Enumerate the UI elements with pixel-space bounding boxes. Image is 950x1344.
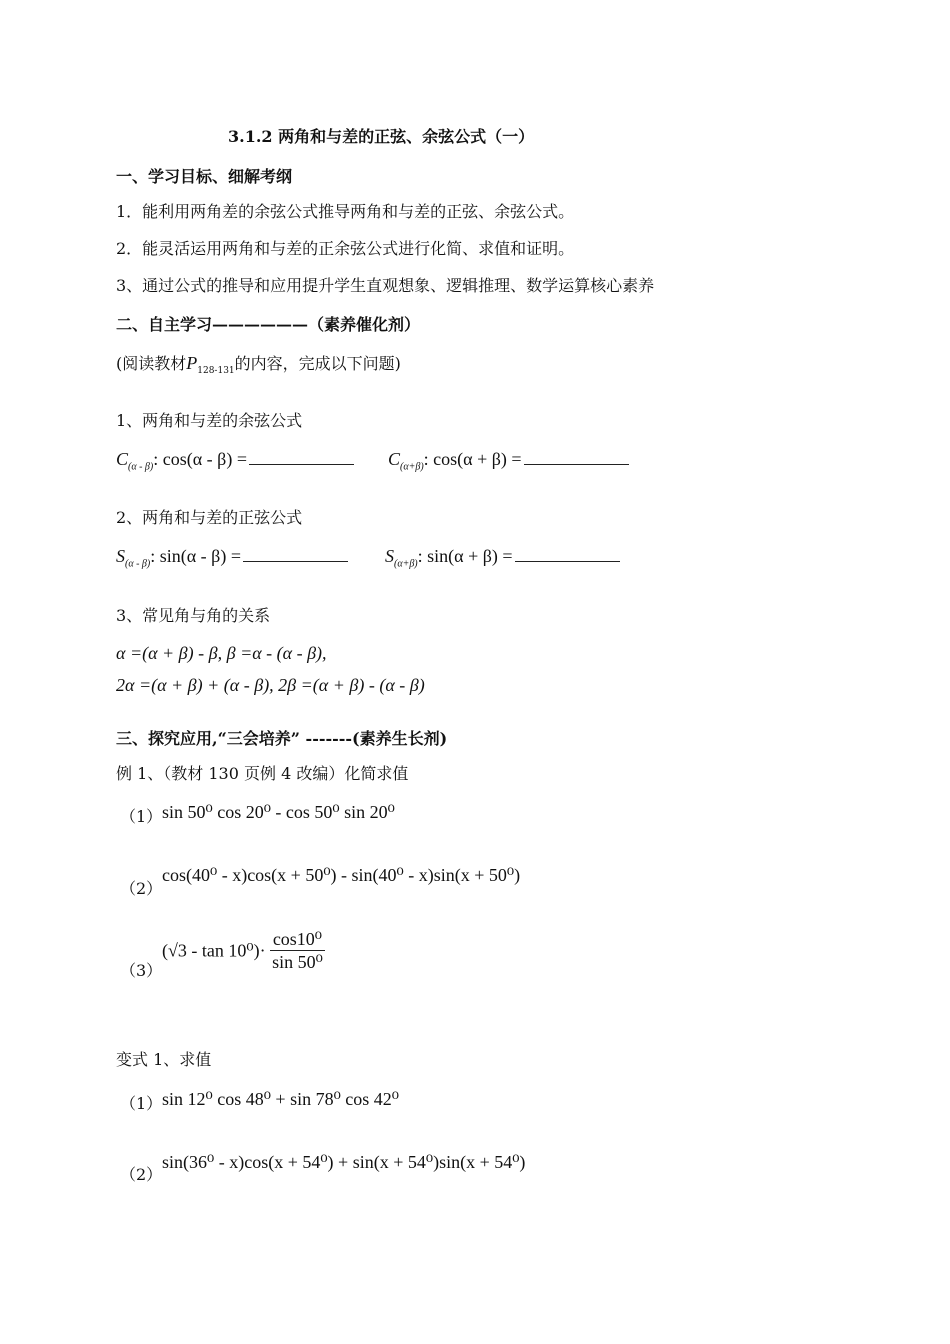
reading-pages: 128-131 (197, 366, 235, 377)
q1-cos-diff-formula (116, 448, 354, 479)
fraction-denominator: sin 50⁰ (272, 952, 323, 972)
q2-label: 2、两角和与差的正弦公式 (116, 508, 303, 527)
formula-subscript: (α - β) (125, 558, 151, 570)
formula-symbol: C (116, 449, 129, 469)
example-1-item-2-expr: cos(40⁰ - x)cos(x + 50⁰) - sin(40⁰ - x)sin(x + 50⁰) (162, 865, 521, 885)
page-title: 3.1.2 两角和与差的正弦、余弦公式（一） (228, 127, 535, 146)
answer-blank[interactable] (243, 560, 348, 562)
answer-blank[interactable] (515, 560, 620, 562)
example-1-item-3-number: （3） (120, 961, 163, 980)
reading-instruction (116, 352, 401, 382)
formula-symbol: C (388, 449, 401, 469)
q3-label: 3、常见角与角的关系 (116, 606, 271, 625)
q3-relation-line-2: 2α =(α + β) + (α - β), 2β =(α + β) - (α - β) (116, 675, 425, 695)
formula-expression: : sin(α + β) = (417, 546, 513, 566)
formula-expression: : sin(α - β) = (150, 546, 241, 566)
formula-expression: : cos(α + β) = (423, 449, 522, 469)
formula-subscript: (α+β) (394, 558, 418, 570)
formula-symbol: S (116, 546, 125, 566)
q3-relation-line-1: α =(α + β) - β, β =α - (α - β), (116, 643, 327, 663)
page-symbol: P (186, 353, 198, 373)
formula-subscript: (α+β) (400, 461, 424, 473)
section-1-heading: 一、学习目标、细解考纲 (116, 167, 293, 186)
objective-2: 2．能灵活运用两角和与差的正余弦公式进行化简、求值和证明。 (116, 239, 575, 258)
example-1-item-1-expr: sin 50⁰ cos 20⁰ - cos 50⁰ sin 20⁰ (162, 802, 395, 822)
variation-1-item-1-number: （1） (120, 1094, 163, 1113)
variation-1-item-1-expr: sin 12⁰ cos 48⁰ + sin 78⁰ cos 42⁰ (162, 1089, 400, 1109)
example-1-item-2-number: （2） (120, 879, 163, 898)
example-1-item-3-expr (162, 928, 325, 973)
answer-blank[interactable] (524, 463, 629, 465)
fraction-numerator: cos10⁰ (270, 928, 325, 951)
example-1-label: 例 1、（教材 130 页例 4 改编）化简求值 (116, 764, 409, 783)
objective-1: 1．能利用两角差的余弦公式推导两角和与差的正弦、余弦公式。 (116, 202, 575, 221)
formula-expression: : cos(α - β) = (153, 449, 247, 469)
reading-suffix: 的内容，完成以下问题) (234, 354, 401, 373)
section-3-heading: 三、探究应用,“三会培养” -------(素养生长剂) (116, 729, 448, 748)
variation-1-item-2-number: （2） (120, 1165, 163, 1184)
formula-subscript: (α - β) (128, 461, 154, 473)
variation-1-item-2-expr: sin(36⁰ - x)cos(x + 54⁰) + sin(x + 54⁰)sin(x + 54⁰) (162, 1152, 526, 1172)
variation-1-label: 变式 1、求值 (116, 1050, 212, 1069)
q2-sin-sum-formula (385, 545, 620, 576)
example-1-item-1-number: （1） (120, 807, 163, 826)
q1-label: 1、两角和与差的余弦公式 (116, 411, 303, 430)
section-2-heading: 二、自主学习——————（素养催化剂） (116, 315, 421, 334)
q1-cos-sum-formula (388, 448, 629, 479)
expr-left-factor: (√3 - tan 10⁰)· (162, 940, 266, 961)
q2-sin-diff-formula (116, 545, 348, 576)
objective-3: 3、通过公式的推导和应用提升学生直观想象、逻辑推理、数学运算核心素养 (116, 276, 655, 295)
formula-symbol: S (385, 546, 394, 566)
fraction (270, 928, 325, 973)
answer-blank[interactable] (249, 463, 354, 465)
reading-prefix: (阅读教材 (116, 354, 187, 373)
